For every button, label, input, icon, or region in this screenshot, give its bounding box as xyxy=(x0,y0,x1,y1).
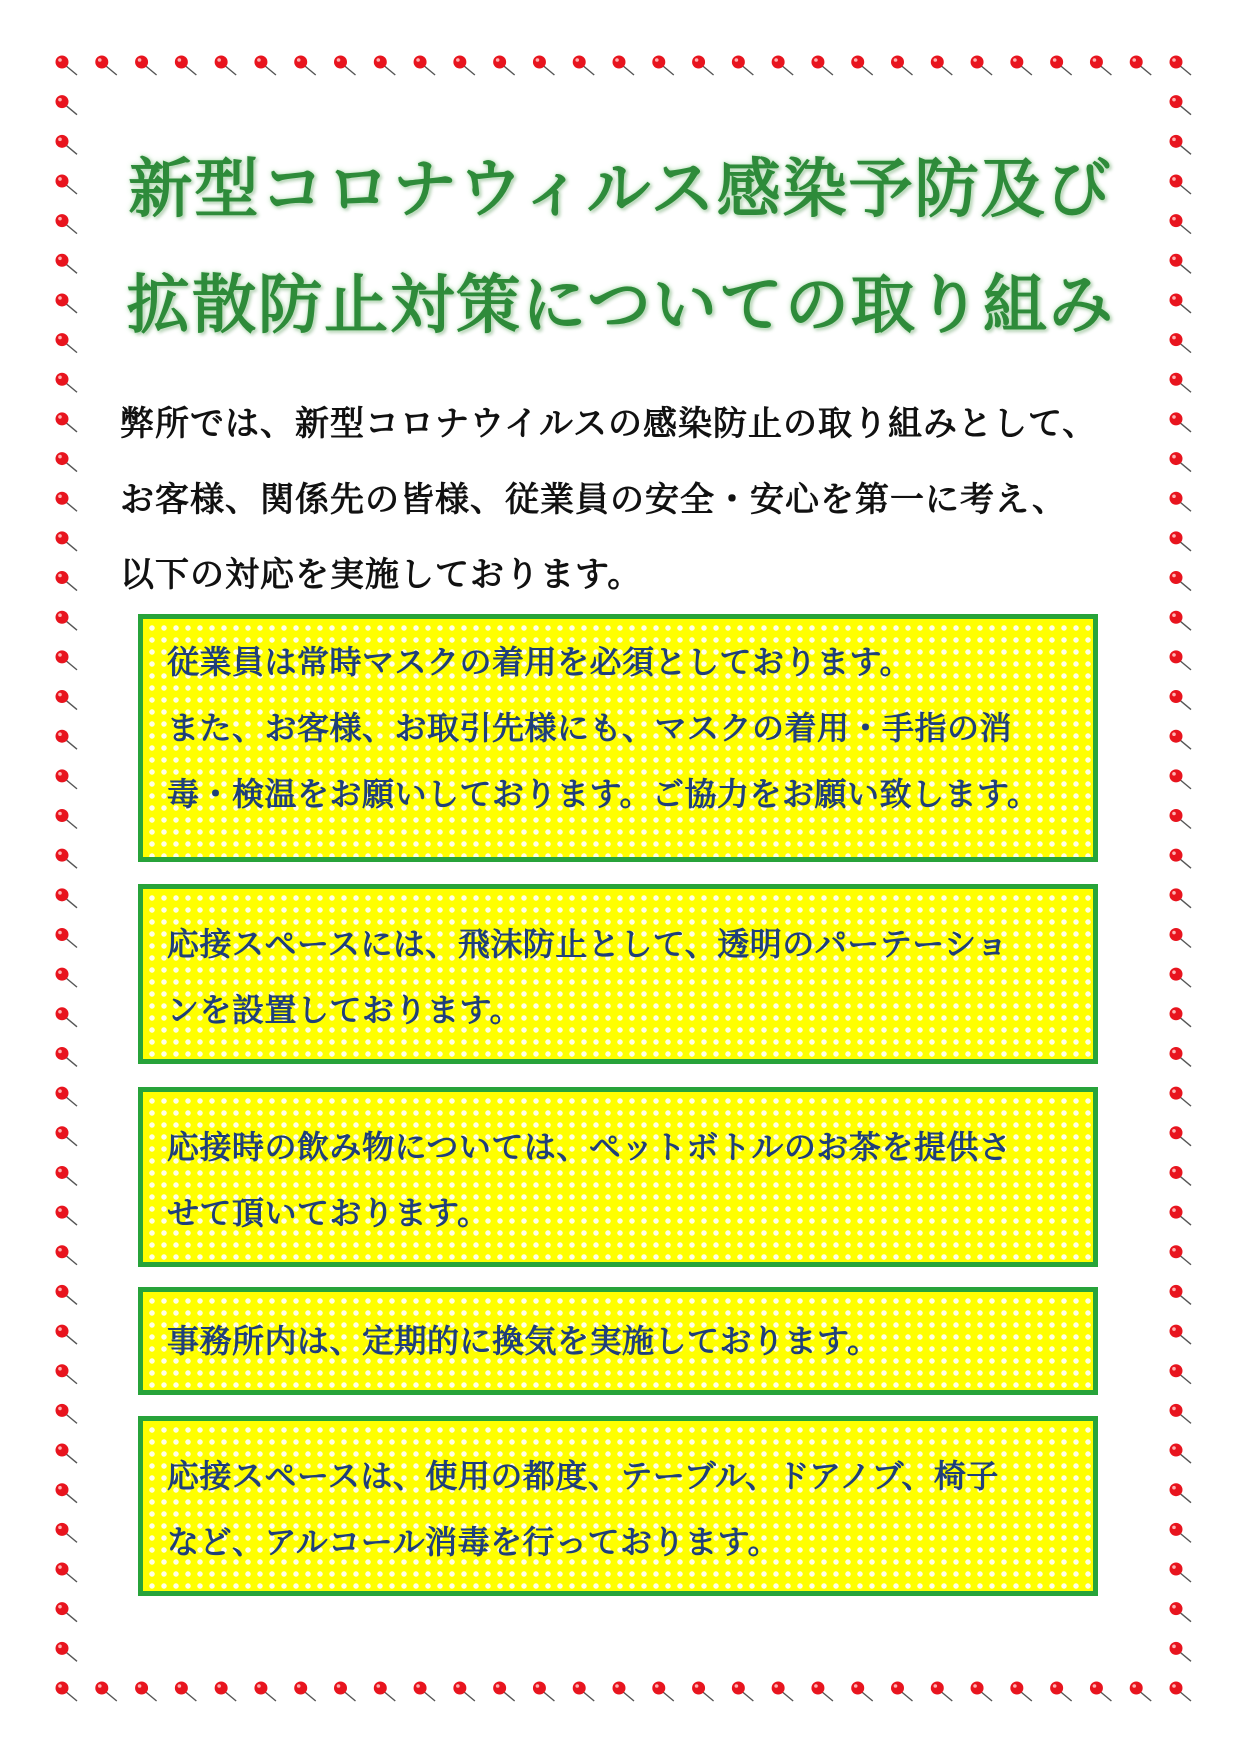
notice-box-partition xyxy=(138,884,1098,1064)
red-pushpin-icon xyxy=(1170,1682,1192,1702)
red-pushpin-icon xyxy=(1170,809,1192,829)
red-pushpin-icon xyxy=(1010,1682,1032,1702)
red-pushpin-icon xyxy=(1170,1444,1192,1464)
red-pushpin-icon xyxy=(1170,968,1192,988)
red-pushpin-icon xyxy=(56,452,78,472)
notice-text: 応接スペースは、使用の都度、テーブル、ドアノブ、椅子 xyxy=(167,1457,999,1495)
red-pushpin-icon xyxy=(95,56,117,76)
red-pushpin-icon xyxy=(56,1523,78,1543)
red-pushpin-icon xyxy=(414,56,436,76)
red-pushpin-icon xyxy=(1170,1206,1192,1226)
red-pushpin-icon xyxy=(1170,1047,1192,1067)
red-pushpin-icon xyxy=(533,56,555,76)
notice-text: 従業員は常時マスクの着用を必須としております。 xyxy=(167,643,912,681)
red-pushpin-icon xyxy=(374,56,396,76)
red-pushpin-icon xyxy=(56,1642,78,1662)
red-pushpin-icon xyxy=(56,1047,78,1067)
red-pushpin-icon xyxy=(56,1245,78,1265)
red-pushpin-icon xyxy=(56,1682,78,1702)
red-pushpin-icon xyxy=(56,412,78,432)
page-title-line-2: 拡散防止対策についての取り組み xyxy=(126,269,1115,343)
red-pushpin-icon xyxy=(56,1166,78,1186)
red-pushpin-icon xyxy=(56,1087,78,1107)
red-pushpin-icon xyxy=(1010,56,1032,76)
notice-box-drinks xyxy=(138,1087,1098,1267)
red-pushpin-icon xyxy=(1170,373,1192,393)
red-pushpin-icon xyxy=(56,571,78,591)
red-pushpin-icon xyxy=(56,1483,78,1503)
red-pushpin-icon xyxy=(652,1682,674,1702)
red-pushpin-icon xyxy=(56,1126,78,1146)
notice-text: 応接時の飲み物については、ペットボトルのお茶を提供さ xyxy=(167,1128,1012,1166)
red-pushpin-icon xyxy=(1170,95,1192,115)
red-pushpin-icon xyxy=(971,56,993,76)
red-pushpin-icon xyxy=(573,56,595,76)
red-pushpin-icon xyxy=(1170,571,1192,591)
red-pushpin-icon xyxy=(1170,730,1192,750)
red-pushpin-icon xyxy=(56,769,78,789)
red-pushpin-icon xyxy=(56,1325,78,1345)
red-pushpin-icon xyxy=(56,1444,78,1464)
red-pushpin-icon xyxy=(56,1285,78,1305)
notice-text: 毒・検温をお願いしております。ご協力をお願い致します。 xyxy=(167,775,1040,813)
red-pushpin-icon xyxy=(1050,56,1072,76)
red-pushpin-icon xyxy=(334,1682,356,1702)
red-pushpin-icon xyxy=(613,56,635,76)
red-pushpin-icon xyxy=(254,1682,276,1702)
red-pushpin-icon xyxy=(1170,531,1192,551)
red-pushpin-icon xyxy=(851,56,873,76)
red-pushpin-icon xyxy=(1090,1682,1112,1702)
red-pushpin-icon xyxy=(1170,1087,1192,1107)
red-pushpin-icon xyxy=(1170,1245,1192,1265)
red-pushpin-icon xyxy=(732,1682,754,1702)
red-pushpin-icon xyxy=(56,492,78,512)
red-pushpin-icon xyxy=(1170,928,1192,948)
red-pushpin-icon xyxy=(56,968,78,988)
red-pushpin-icon xyxy=(215,56,237,76)
red-pushpin-icon xyxy=(1170,690,1192,710)
red-pushpin-icon xyxy=(56,690,78,710)
red-pushpin-icon xyxy=(56,888,78,908)
red-pushpin-icon xyxy=(533,1682,555,1702)
red-pushpin-icon xyxy=(56,1007,78,1027)
red-pushpin-icon xyxy=(1170,1602,1192,1622)
red-pushpin-icon xyxy=(1170,611,1192,631)
red-pushpin-icon xyxy=(294,1682,316,1702)
red-pushpin-icon xyxy=(175,56,197,76)
red-pushpin-icon xyxy=(56,650,78,670)
red-pushpin-icon xyxy=(1170,56,1192,76)
red-pushpin-icon xyxy=(135,56,157,76)
red-pushpin-icon xyxy=(56,1206,78,1226)
notice-text: など、アルコール消毒を行っております。 xyxy=(167,1523,781,1561)
red-pushpin-icon xyxy=(215,1682,237,1702)
red-pushpin-icon xyxy=(414,1682,436,1702)
red-pushpin-icon xyxy=(56,849,78,869)
red-pushpin-icon xyxy=(56,1563,78,1583)
red-pushpin-icon xyxy=(613,1682,635,1702)
red-pushpin-icon xyxy=(56,809,78,829)
red-pushpin-icon xyxy=(56,95,78,115)
red-pushpin-icon xyxy=(56,56,78,76)
red-pushpin-icon xyxy=(772,1682,794,1702)
red-pushpin-icon xyxy=(294,56,316,76)
notice-text: せて頂いております。 xyxy=(167,1194,490,1232)
red-pushpin-icon xyxy=(851,1682,873,1702)
red-pushpin-icon xyxy=(1130,1682,1152,1702)
red-pushpin-icon xyxy=(1170,1483,1192,1503)
red-pushpin-icon xyxy=(1170,1285,1192,1305)
red-pushpin-icon xyxy=(811,56,833,76)
intro-text-line-3: 以下の対応を実施しております。 xyxy=(120,555,643,595)
red-pushpin-icon xyxy=(931,1682,953,1702)
red-pushpin-icon xyxy=(254,56,276,76)
red-pushpin-icon xyxy=(56,1404,78,1424)
red-pushpin-icon xyxy=(175,1682,197,1702)
red-pushpin-icon xyxy=(56,730,78,750)
notice-box-masks xyxy=(138,614,1098,862)
red-pushpin-icon xyxy=(1050,1682,1072,1702)
red-pushpin-icon xyxy=(453,56,475,76)
red-pushpin-icon xyxy=(1170,1364,1192,1384)
red-pushpin-icon xyxy=(1170,849,1192,869)
red-pushpin-icon xyxy=(1170,492,1192,512)
red-pushpin-icon xyxy=(971,1682,993,1702)
red-pushpin-icon xyxy=(493,1682,515,1702)
notice-box-ventilation xyxy=(138,1287,1098,1395)
red-pushpin-icon xyxy=(931,56,953,76)
red-pushpin-icon xyxy=(135,1682,157,1702)
red-pushpin-icon xyxy=(732,56,754,76)
red-pushpin-icon xyxy=(493,56,515,76)
red-pushpin-icon xyxy=(1170,888,1192,908)
notice-box-disinfection xyxy=(138,1416,1098,1596)
red-pushpin-icon xyxy=(56,1602,78,1622)
red-pushpin-icon xyxy=(1170,650,1192,670)
red-pushpin-icon xyxy=(1170,1563,1192,1583)
intro-text-line-2: お客様、関係先の皆様、従業員の安全・安心を第一に考え、 xyxy=(120,480,1068,520)
notice-text: 事務所内は、定期的に換気を実施しております。 xyxy=(167,1322,880,1360)
red-pushpin-icon xyxy=(1170,1523,1192,1543)
red-pushpin-icon xyxy=(1170,1166,1192,1186)
red-pushpin-icon xyxy=(891,1682,913,1702)
page-title-line-1: 新型コロナウィルス感染予防及び xyxy=(128,153,1113,227)
red-pushpin-icon xyxy=(56,531,78,551)
red-pushpin-icon xyxy=(573,1682,595,1702)
notice-text: 応接スペースには、飛沫防止として、透明のパーテーショ xyxy=(167,925,1009,963)
red-pushpin-icon xyxy=(56,373,78,393)
red-pushpin-icon xyxy=(1170,452,1192,472)
red-pushpin-icon xyxy=(652,56,674,76)
red-pushpin-icon xyxy=(56,1364,78,1384)
red-pushpin-icon xyxy=(56,928,78,948)
red-pushpin-icon xyxy=(692,1682,714,1702)
red-pushpin-icon xyxy=(1170,412,1192,432)
red-pushpin-icon xyxy=(772,56,794,76)
red-pushpin-icon xyxy=(1130,56,1152,76)
red-pushpin-icon xyxy=(811,1682,833,1702)
intro-text-line-1: 弊所では、新型コロナウイルスの感染防止の取り組みとして、 xyxy=(120,404,1098,444)
red-pushpin-icon xyxy=(1170,1007,1192,1027)
red-pushpin-icon xyxy=(1090,56,1112,76)
red-pushpin-icon xyxy=(1170,1126,1192,1146)
red-pushpin-icon xyxy=(1170,1642,1192,1662)
notice-text: また、お客様、お取引先様にも、マスクの着用・手指の消 xyxy=(167,709,1013,747)
notice-text: ンを設置しております。 xyxy=(167,991,522,1029)
red-pushpin-icon xyxy=(56,611,78,631)
red-pushpin-icon xyxy=(334,56,356,76)
red-pushpin-icon xyxy=(1170,1404,1192,1424)
red-pushpin-icon xyxy=(1170,1325,1192,1345)
red-pushpin-icon xyxy=(453,1682,475,1702)
red-pushpin-icon xyxy=(95,1682,117,1702)
red-pushpin-icon xyxy=(374,1682,396,1702)
red-pushpin-icon xyxy=(891,56,913,76)
red-pushpin-icon xyxy=(692,56,714,76)
red-pushpin-icon xyxy=(1170,769,1192,789)
